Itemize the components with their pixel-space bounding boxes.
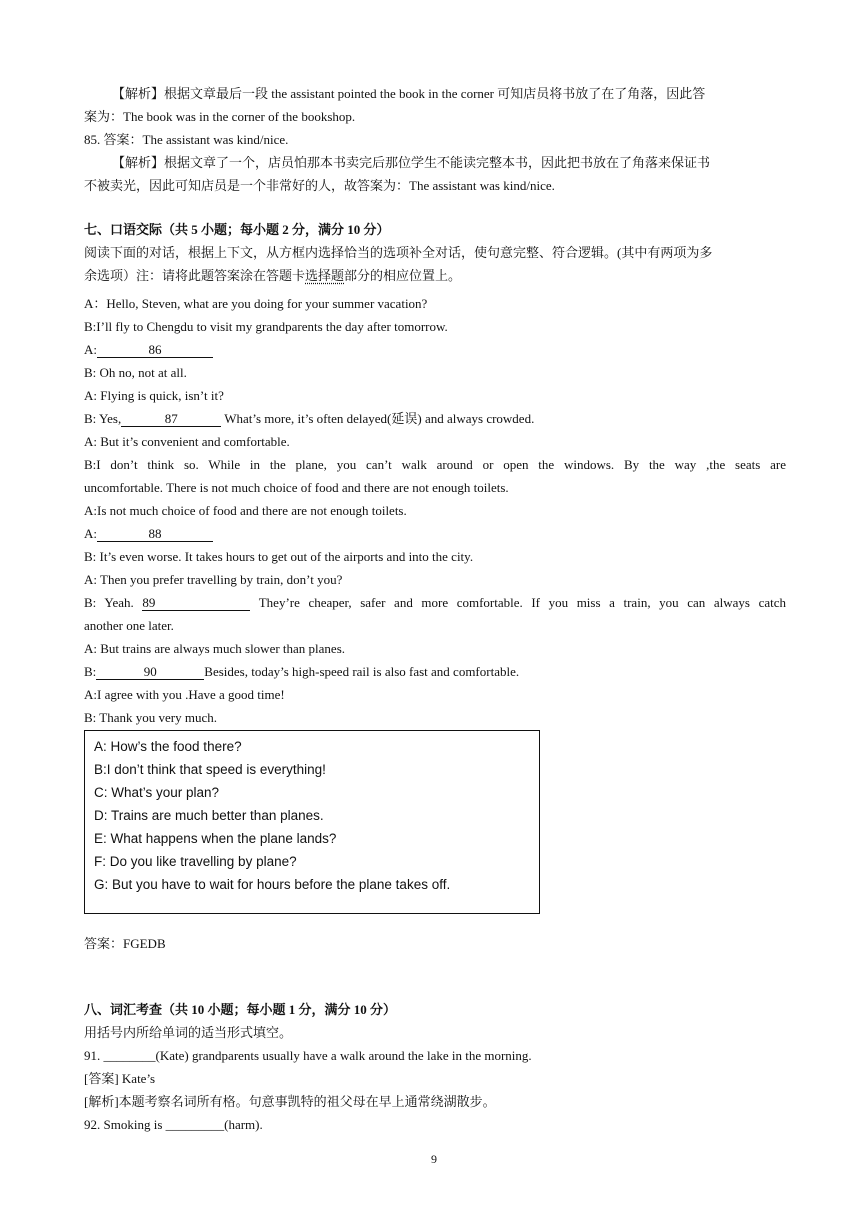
dialogue-line: B:I don’t think so. While in the plane, you can’t walk around or open the windows. By the way ,the seats are bbox=[84, 457, 786, 472]
blank-87: 87 bbox=[121, 412, 221, 427]
dialogue-line: A: 86 bbox=[84, 342, 213, 358]
blank-86: 86 bbox=[97, 343, 213, 358]
option-item: C: What’s your plan? bbox=[94, 785, 220, 800]
dialogue-line: A: Then you prefer travelling by train, don’t you? bbox=[84, 572, 343, 587]
dialogue-line: A:Is not much choice of food and there are not enough toilets. bbox=[84, 503, 407, 518]
blank-89: 89 bbox=[142, 596, 250, 611]
dialogue-line: A: But trains are always much slower than planes. bbox=[84, 641, 346, 656]
dialogue-line: uncomfortable. There is not much choice of food and there are not enough toilets. bbox=[84, 480, 509, 495]
section8-instructions: 用括号内所给单词的适当形式填空。 bbox=[84, 1025, 293, 1040]
blank-90: 90 bbox=[96, 665, 204, 680]
section7-heading: 七、口语交际（共 5 小题；每小题 2 分，满分 10 分） bbox=[84, 222, 390, 237]
option-item: G: But you have to wait for hours before the plane takes off. bbox=[94, 877, 451, 892]
question-91: 91. ________(Kate) grandparents usually have a walk around the lake in the morning. bbox=[84, 1048, 532, 1063]
dialogue-line: A：Hello, Steven, what are you doing for your summer vacation? bbox=[84, 296, 428, 311]
dialogue-line: A: But it’s convenient and comfortable. bbox=[84, 434, 290, 449]
question-92: 92. Smoking is _________(harm). bbox=[84, 1117, 263, 1132]
dialogue-line: A: Flying is quick, isn’t it? bbox=[84, 388, 224, 403]
option-item: B:I don’t think that speed is everything! bbox=[94, 762, 326, 777]
option-item: A: How’s the food there? bbox=[94, 739, 242, 754]
question-91-answer: [答案] Kate’s bbox=[84, 1071, 156, 1086]
option-item: E: What happens when the plane lands? bbox=[94, 831, 337, 846]
dialogue-line: A:I agree with you .Have a good time! bbox=[84, 687, 285, 702]
q85-analysis: 【解析】根据文章了一个，店员怕那本书卖完后那位学生不能读完整本书，因此把书放在了角落来保证书 bbox=[112, 155, 711, 170]
dialogue-line: A: 88 bbox=[84, 526, 213, 542]
blank-88: 88 bbox=[97, 527, 213, 542]
options-box bbox=[84, 730, 540, 914]
q85-analysis-cont: 不被卖光，因此可知店员是一个非常好的人，故答案为：The assistant was kind/nice. bbox=[84, 178, 555, 193]
q84-analysis-cont: 案为：The book was in the corner of the bookshop. bbox=[84, 109, 356, 124]
option-item: F: Do you like travelling by plane? bbox=[94, 854, 297, 869]
q85-answer: 85. 答案：The assistant was kind/nice. bbox=[84, 132, 289, 147]
question-91-analysis: [解析]本题考察名词所有格。句意事凯特的祖父母在早上通常绕湖散步。 bbox=[84, 1094, 496, 1109]
dialogue-line: B: Yeah. 89 They’re cheaper, safer and more comfortable. If you miss a train, you can always catch bbox=[84, 595, 786, 610]
q84-analysis: 【解析】根据文章最后一段 the assistant pointed the book in the corner 可知店员将书放了在了角落，因此答 bbox=[112, 86, 706, 101]
dialogue-line: B: It’s even worse. It takes hours to get out of the airports and into the city. bbox=[84, 549, 474, 564]
dialogue-line: B: Oh no, not at all. bbox=[84, 365, 187, 380]
page-number: 9 bbox=[431, 1152, 437, 1166]
section7-instructions-cont: 余选项）注：请将此题答案涂在答题卡选择题部分的相应位置上。 bbox=[84, 268, 462, 283]
emphasis-dotted: 选择题 bbox=[305, 268, 345, 283]
dialogue-line: B: Thank you very much. bbox=[84, 710, 217, 725]
dialogue-line: another one later. bbox=[84, 618, 174, 633]
dialogue-line: B:I’ll fly to Chengdu to visit my grandparents the day after tomorrow. bbox=[84, 319, 448, 334]
section7-instructions: 阅读下面的对话，根据上下文，从方框内选择恰当的选项补全对话，使句意完整、符合逻辑。(其中有两项为多 bbox=[84, 245, 713, 260]
option-item: D: Trains are much better than planes. bbox=[94, 808, 324, 823]
dialogue-line: B: 90 Besides, today’s high-speed rail is also fast and comfortable. bbox=[84, 664, 520, 679]
section7-answer: 答案：FGEDB bbox=[84, 936, 166, 951]
dialogue-line: B: Yes, 87 What’s more, it’s often delayed(延误) and always crowded. bbox=[84, 411, 535, 426]
section8-heading: 八、词汇考查（共 10 小题；每小题 1 分，满分 10 分） bbox=[84, 1002, 397, 1017]
